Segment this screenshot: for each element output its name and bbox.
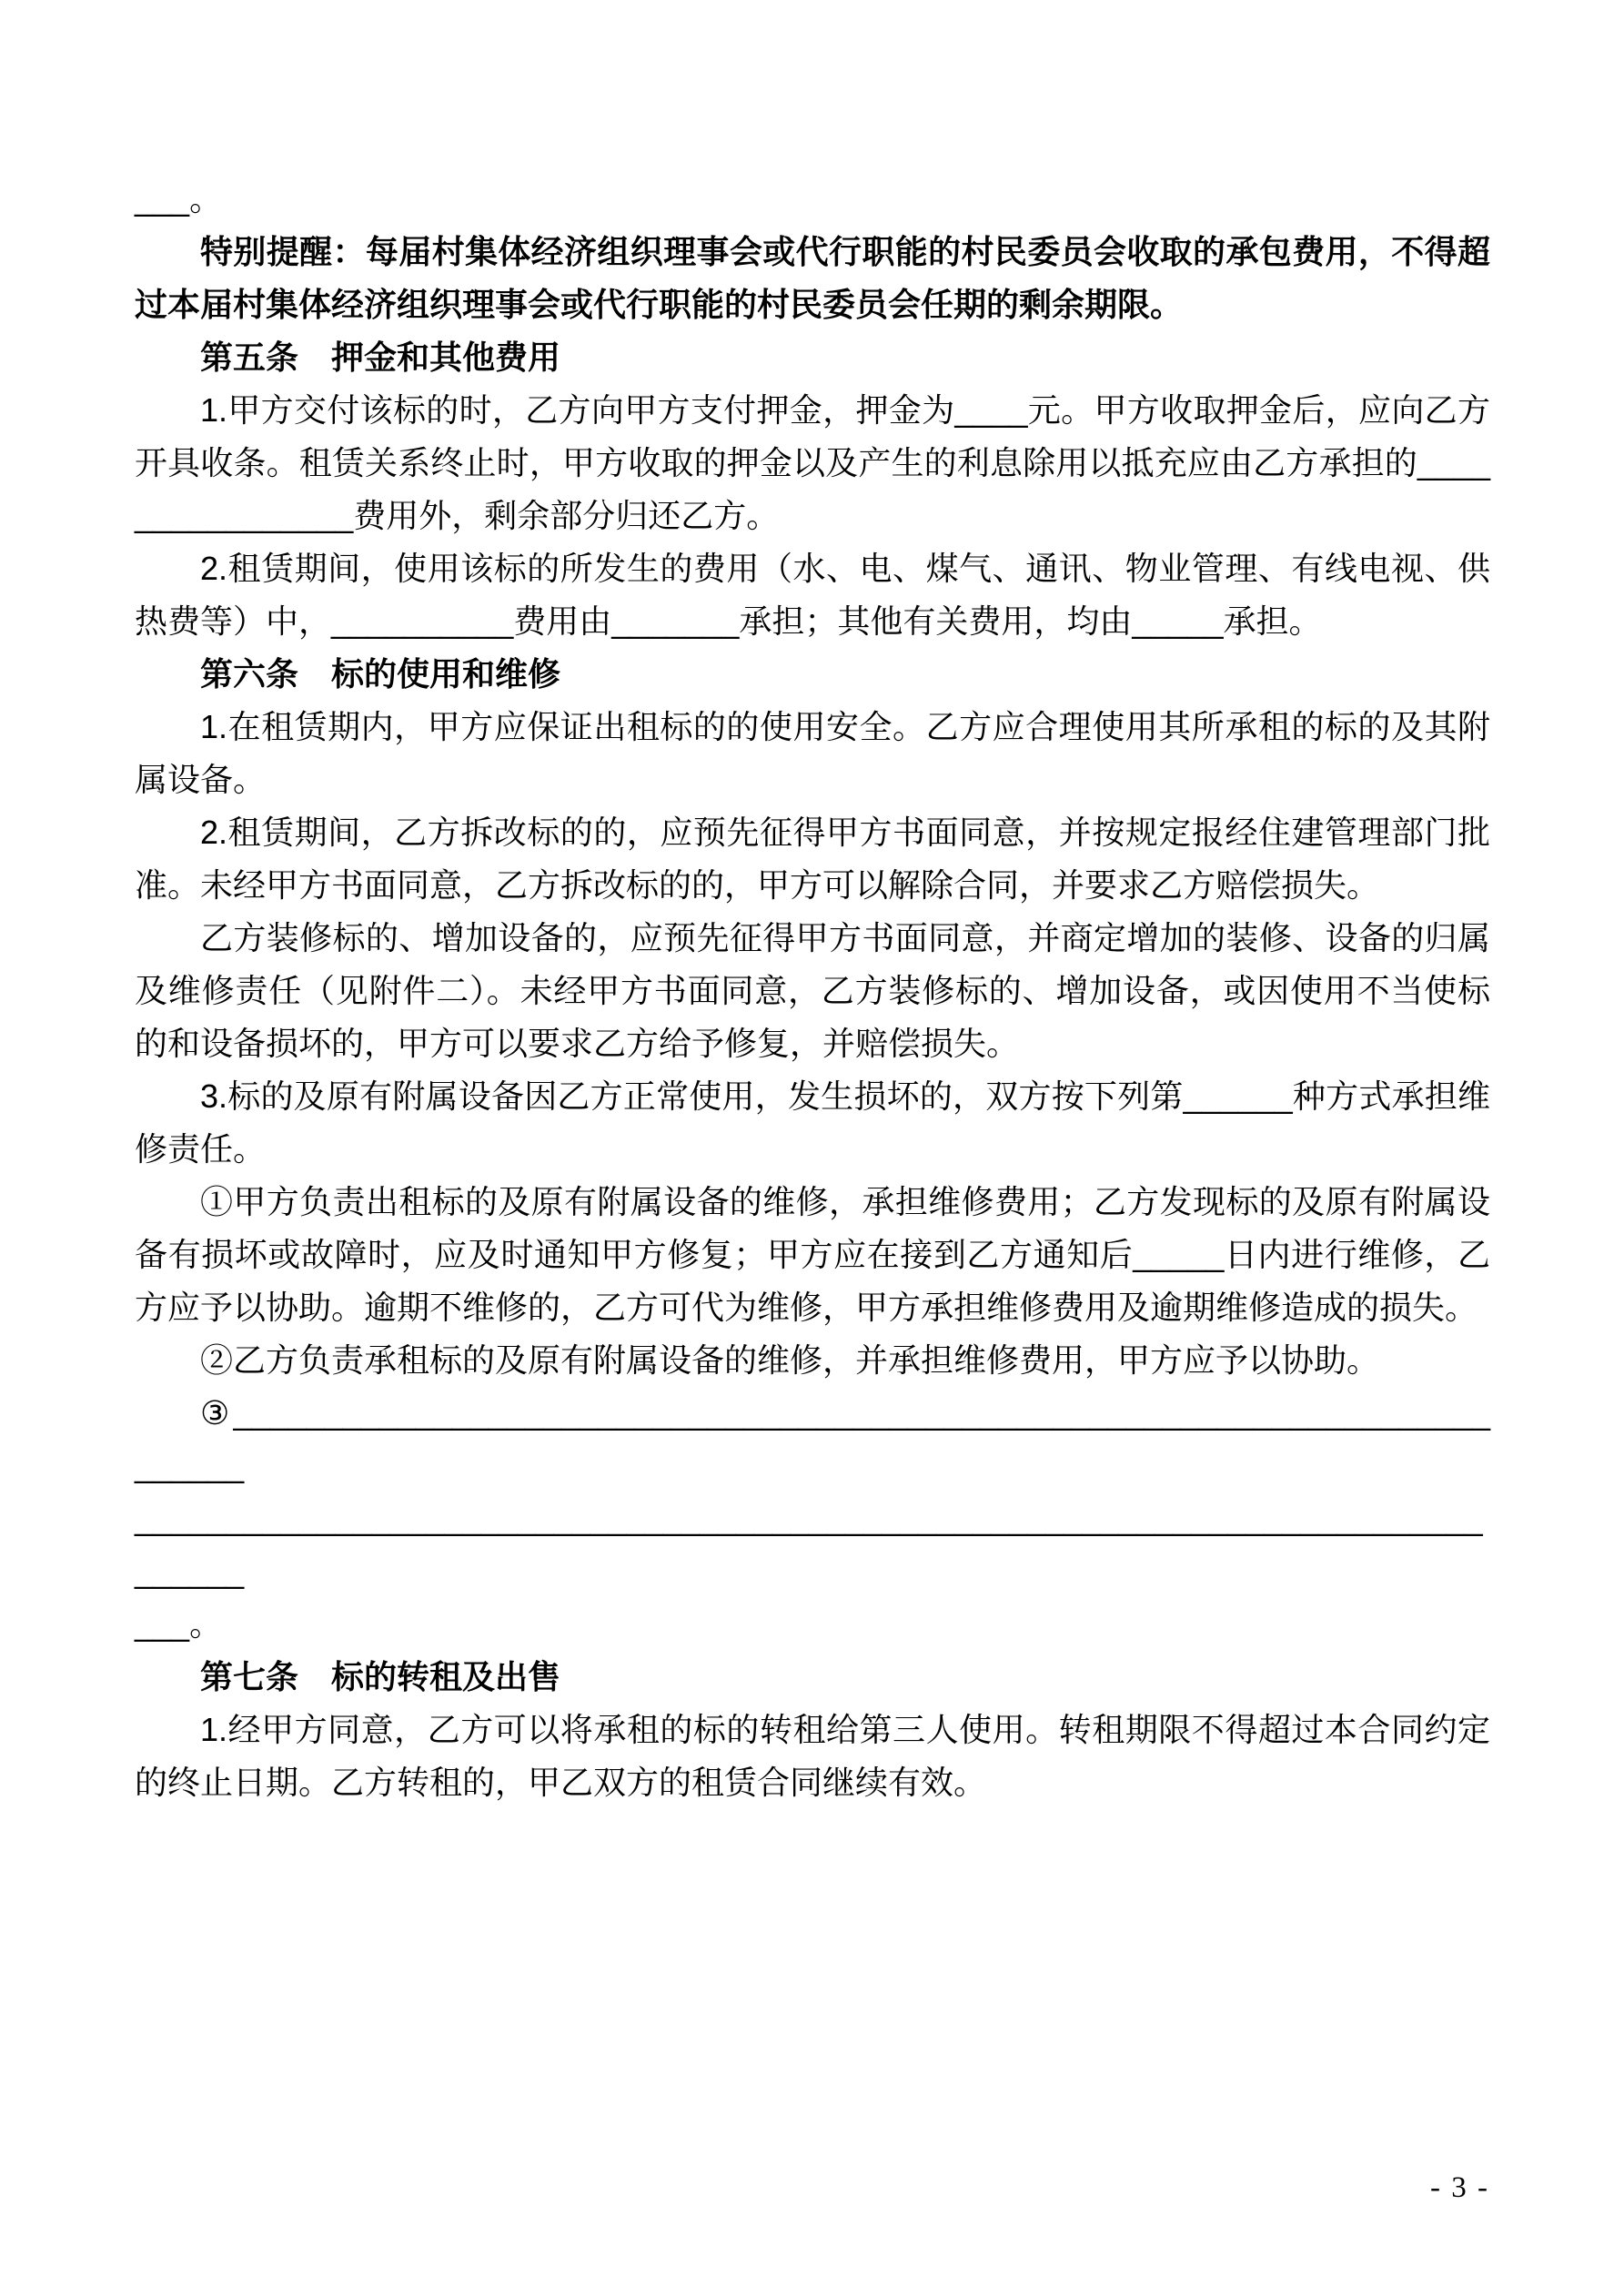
article-7-clause-1: 1.经甲方同意，乙方可以将承租的标的转租给第三人使用。转租期限不得超过本合同约定的终止日期。乙方转租的，甲乙双方的租赁合同继续有效。	[135, 1711, 1490, 1801]
article-6-heading: 第六条 标的使用和维修	[200, 655, 561, 693]
article-5-clause-1: 1.甲方交付该标的时，乙方向甲方支付押金，押金为____元。甲方收取押金后，应向乙方开具收条。租赁关系终止时，甲方收取的押金以及产生的利息除用以抵充应由乙方承担的________________费用外，剩余部分归还乙方。	[135, 391, 1490, 534]
continuation-line: ___。	[135, 180, 223, 217]
repair-option-2: ②乙方负责承租标的及原有附属设备的维修，并承担维修费用，甲方应予以协助。	[200, 1341, 1380, 1379]
article-6-clause-2: 2.租赁期间，乙方拆改标的的，应预先征得甲方书面同意，并按规定报经住建管理部门批准。未经甲方书面同意，乙方拆改标的的，甲方可以解除合同，并要求乙方赔偿损失。	[135, 814, 1490, 904]
repair-option-1: ①甲方负责出租标的及原有附属设备的维修，承担维修费用；乙方发现标的及原有附属设备有损坏或故障时，应及时通知甲方修复；甲方应在接到乙方通知后_____日内进行维修，乙方应予以协助。逾期不维修的，乙方可代为维修，甲方承担维修费用及逾期维修造成的损失。	[135, 1183, 1490, 1326]
blank-fill-line: ________________________________________________________________________________	[135, 1500, 1483, 1590]
article-6-clause-1: 1.在租赁期内，甲方应保证出租标的的使用安全。乙方应合理使用其所承租的标的及其附属设备。	[135, 708, 1490, 798]
blank-fill-line-end: ___。	[135, 1605, 223, 1643]
article-6-clause-2-continued: 乙方装修标的、增加设备的，应预先征得甲方书面同意，并商定增加的装修、设备的归属及维修责任（见附件二）。未经甲方书面同意，乙方装修标的、增加设备，或因使用不当使标的和设备损坏的，甲方可以要求乙方给予修复，并赔偿损失。	[135, 919, 1490, 1062]
article-7-heading: 第七条 标的转租及出售	[200, 1658, 561, 1695]
article-5-heading: 第五条 押金和其他费用	[200, 339, 561, 376]
article-5-clause-2: 2.租赁期间，使用该标的所发生的费用（水、电、煤气、通讯、物业管理、有线电视、供热费等）中，__________费用由_______承担；其他有关费用，均由_____承担。	[135, 550, 1490, 640]
repair-option-3-blank: ③___________________________________________________________________________	[135, 1394, 1490, 1484]
page-number: - 3 -	[1430, 2171, 1489, 2204]
special-reminder: 特别提醒：每届村集体经济组织理事会或代行职能的村民委员会收取的承包费用，不得超过本届村集体经济组织理事会或代行职能的村民委员会任期的剩余期限。	[135, 233, 1490, 323]
article-6-clause-3: 3.标的及原有附属设备因乙方正常使用，发生损坏的，双方按下列第______种方式承担维修责任。	[135, 1077, 1490, 1168]
